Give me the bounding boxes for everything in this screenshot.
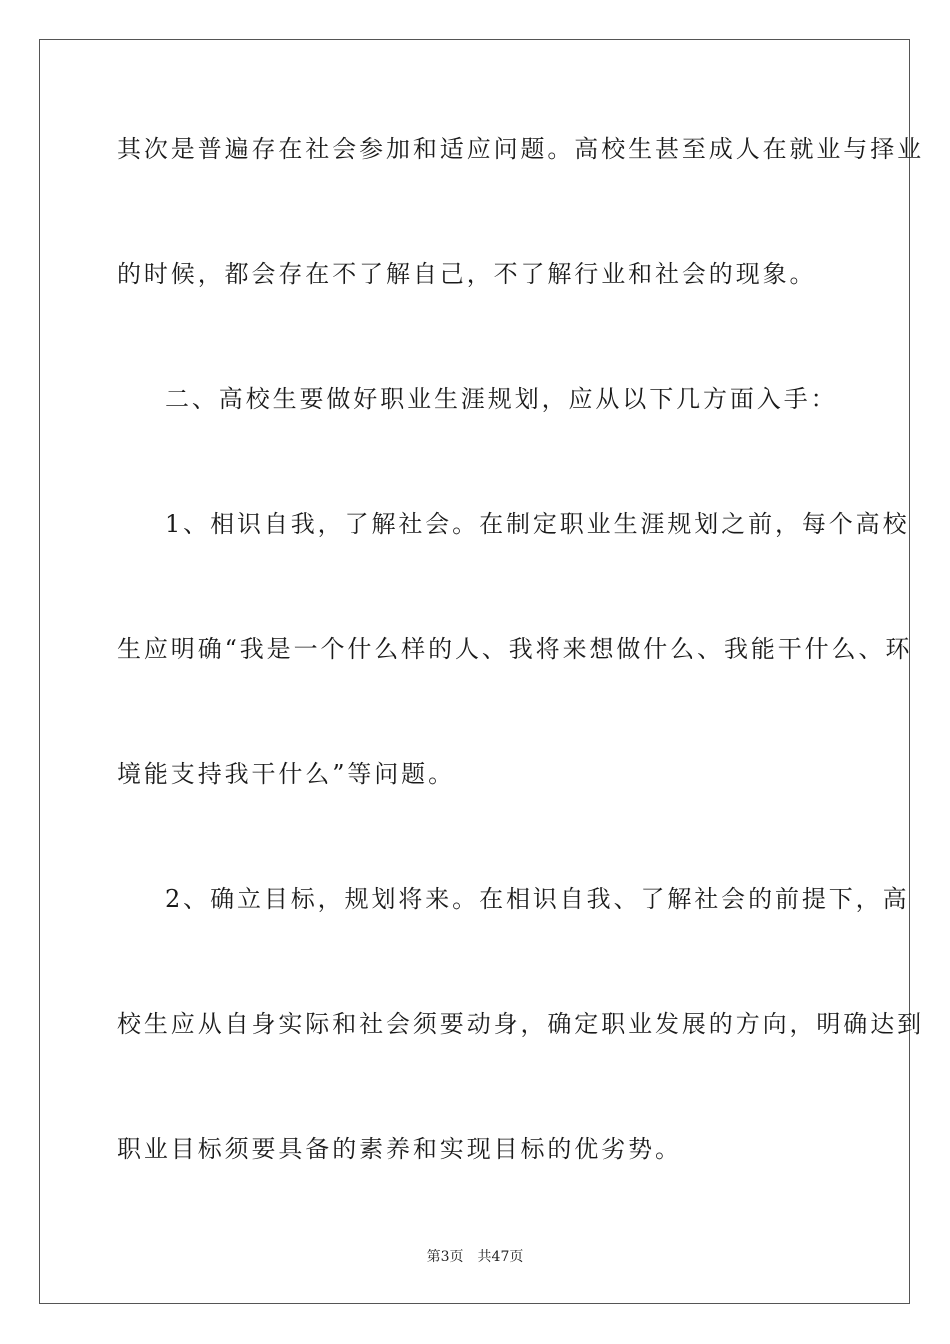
- paragraph-line: 境能支持我干什么”等问题。: [117, 760, 455, 788]
- paragraph-line: 职业目标须要具备的素养和实现目标的优劣势。: [117, 1135, 682, 1163]
- paragraph-line: 校生应从自身实际和社会须要动身，确定职业发展的方向，明确达到: [117, 1010, 924, 1038]
- paragraph-line: 1、相识自我，了解社会。在制定职业生涯规划之前，每个高校: [165, 510, 910, 538]
- page-border: [39, 39, 924, 1304]
- paragraph-line: 生应明确“我是一个什么样的人、我将来想做什么、我能干什么、环: [117, 635, 913, 663]
- paragraph-line: 其次是普遍存在社会参加和适应问题。高校生甚至成人在就业与择业: [117, 135, 924, 163]
- page-number: 第3页: [426, 1249, 464, 1265]
- section-heading: 二、高校生要做好职业生涯规划，应从以下几方面入手：: [165, 385, 838, 413]
- paragraph-line: 2、确立目标，规划将来。在相识自我、了解社会的前提下，高: [165, 885, 910, 913]
- page-total: 共47页: [477, 1249, 524, 1265]
- page-footer: [0, 1248, 950, 1266]
- paragraph-line: 的时候，都会存在不了解自己，不了解行业和社会的现象。: [117, 260, 817, 288]
